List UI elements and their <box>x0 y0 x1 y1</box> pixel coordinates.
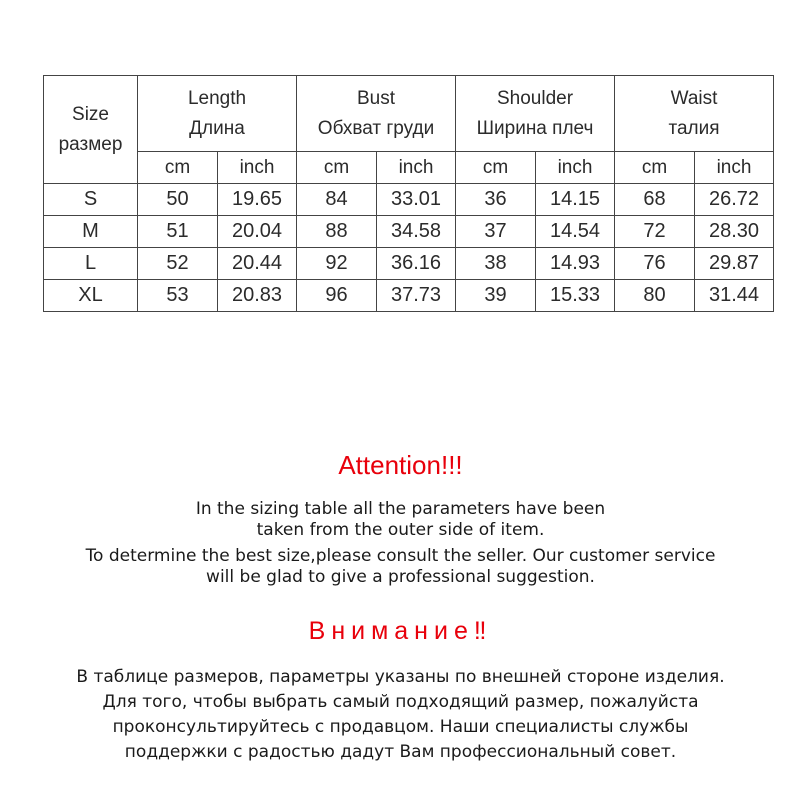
bust-header-ru: Обхват груди <box>317 117 435 139</box>
value-cell: 15.33 <box>536 280 615 312</box>
shoulder-group-header <box>456 76 615 152</box>
value-cell: 52 <box>138 248 218 280</box>
value-cell: 36.16 <box>377 248 456 280</box>
unit-inch: inch <box>695 152 774 184</box>
size-cell: M <box>44 216 138 248</box>
value-cell: 28.30 <box>695 216 774 248</box>
value-cell: 39 <box>456 280 536 312</box>
unit-cm: cm <box>297 152 377 184</box>
size-cell: L <box>44 248 138 280</box>
bust-header-en: Bust <box>356 87 396 109</box>
english-notice-block-2 <box>0 546 801 588</box>
value-cell: 50 <box>138 184 218 216</box>
russian-attention-heading: Внимание‼ <box>308 617 493 645</box>
shoulder-header-ru: Ширина плеч <box>476 117 594 139</box>
value-cell: 51 <box>138 216 218 248</box>
value-cell: 14.54 <box>536 216 615 248</box>
value-cell: 84 <box>297 184 377 216</box>
value-cell: 88 <box>297 216 377 248</box>
russian-notice-line: проконсультируйтесь с продавцом. Наши специалисты службы <box>112 717 689 737</box>
value-cell: 92 <box>297 248 377 280</box>
attention-heading: Attention!!! <box>338 450 463 480</box>
value-cell: 68 <box>615 184 695 216</box>
length-header-en: Length <box>187 87 247 109</box>
size-header-en: Size <box>72 103 109 125</box>
value-cell: 14.93 <box>536 248 615 280</box>
unit-cm: cm <box>456 152 536 184</box>
english-notice-block-1 <box>0 499 801 541</box>
value-cell: 20.04 <box>218 216 297 248</box>
size-column-header <box>44 76 138 184</box>
english-notice-line: To determine the best size,please consult the seller. Our customer service <box>85 546 716 566</box>
size-cell: XL <box>44 280 138 312</box>
table-row <box>44 280 774 312</box>
unit-inch: inch <box>536 152 615 184</box>
english-notice-line: In the sizing table all the parameters have been <box>195 499 606 519</box>
english-notice-line: will be glad to give a professional suggestion. <box>206 567 595 587</box>
shoulder-header-en: Shoulder <box>496 87 574 109</box>
waist-header-ru: талия <box>668 117 720 139</box>
waist-header-en: Waist <box>670 87 718 109</box>
value-cell: 33.01 <box>377 184 456 216</box>
value-cell: 53 <box>138 280 218 312</box>
table-row <box>44 216 774 248</box>
value-cell: 72 <box>615 216 695 248</box>
russian-notice-line: поддержки с радостью дадут Вам профессиональный совет. <box>124 742 677 762</box>
size-header-ru: размер <box>58 133 123 155</box>
unit-cm: cm <box>138 152 218 184</box>
russian-notice-block <box>0 665 801 765</box>
value-cell: 19.65 <box>218 184 297 216</box>
table-row <box>44 248 774 280</box>
value-cell: 29.87 <box>695 248 774 280</box>
value-cell: 34.58 <box>377 216 456 248</box>
size-chart-table <box>43 75 774 312</box>
length-header-ru: Длина <box>189 117 245 139</box>
value-cell: 14.15 <box>536 184 615 216</box>
waist-group-header <box>615 76 774 152</box>
russian-notice-line: В таблице размеров, параметры указаны по внешней стороне изделия. <box>76 667 725 687</box>
value-cell: 26.72 <box>695 184 774 216</box>
size-cell: S <box>44 184 138 216</box>
bust-group-header <box>297 76 456 152</box>
value-cell: 76 <box>615 248 695 280</box>
value-cell: 36 <box>456 184 536 216</box>
russian-notice-line: Для того, чтобы выбрать самый подходящий размер, пожалуйста <box>102 692 699 712</box>
unit-cm: cm <box>615 152 695 184</box>
unit-inch: inch <box>377 152 456 184</box>
value-cell: 31.44 <box>695 280 774 312</box>
value-cell: 37 <box>456 216 536 248</box>
value-cell: 20.83 <box>218 280 297 312</box>
value-cell: 20.44 <box>218 248 297 280</box>
value-cell: 38 <box>456 248 536 280</box>
value-cell: 37.73 <box>377 280 456 312</box>
value-cell: 80 <box>615 280 695 312</box>
length-group-header <box>138 76 297 152</box>
value-cell: 96 <box>297 280 377 312</box>
table-row <box>44 184 774 216</box>
unit-inch: inch <box>218 152 297 184</box>
english-notice-line: taken from the outer side of item. <box>256 520 545 540</box>
